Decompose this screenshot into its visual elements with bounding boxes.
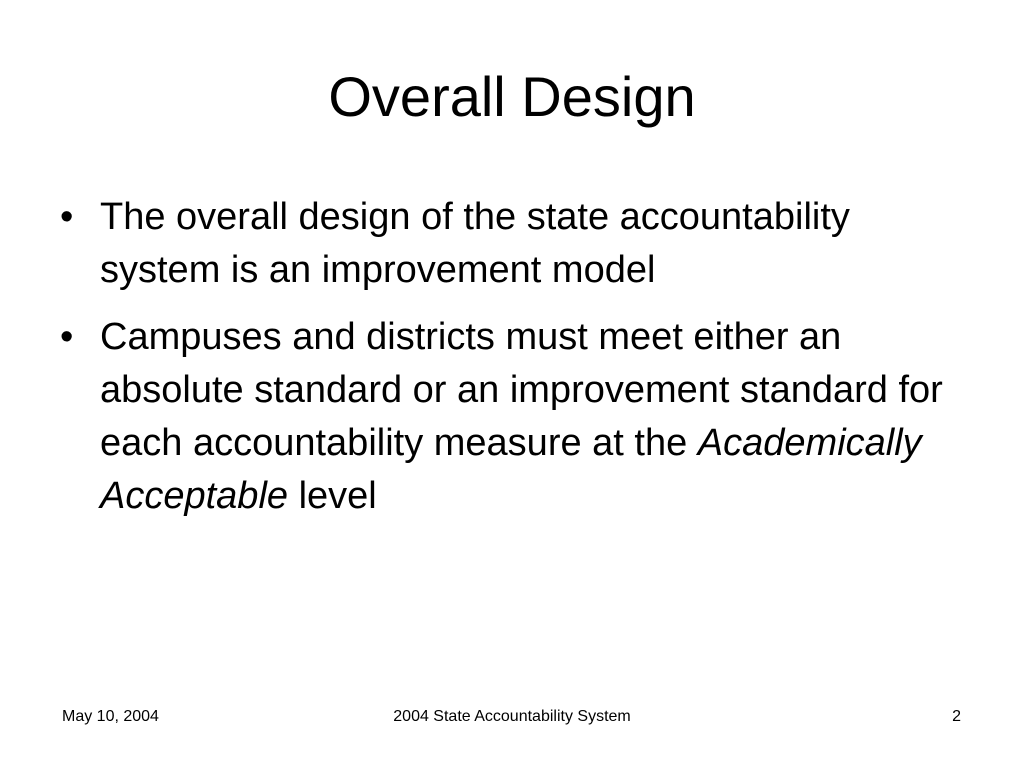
footer-title: 2004 State Accountability System — [393, 708, 631, 725]
bullet-list — [58, 191, 958, 523]
bullet-icon: • — [60, 196, 74, 238]
footer-date: May 10, 2004 — [62, 708, 159, 725]
bullet-text — [100, 316, 943, 517]
slide-title: Overall Design — [328, 65, 696, 128]
bullet-text-end: level — [288, 475, 377, 517]
slide-number: 2 — [952, 708, 961, 725]
bullet-icon: • — [60, 316, 74, 358]
italic-phrase: Academically Acceptable — [100, 422, 922, 517]
bullet-item — [58, 191, 958, 297]
bullet-item — [58, 311, 958, 523]
bullet-text-start: Campuses and districts must meet either an absolute standard or an improvement standard for each accountability measure at the — [100, 316, 943, 464]
bullet-text: The overall design of the state accountability system is an improvement model — [100, 196, 850, 291]
